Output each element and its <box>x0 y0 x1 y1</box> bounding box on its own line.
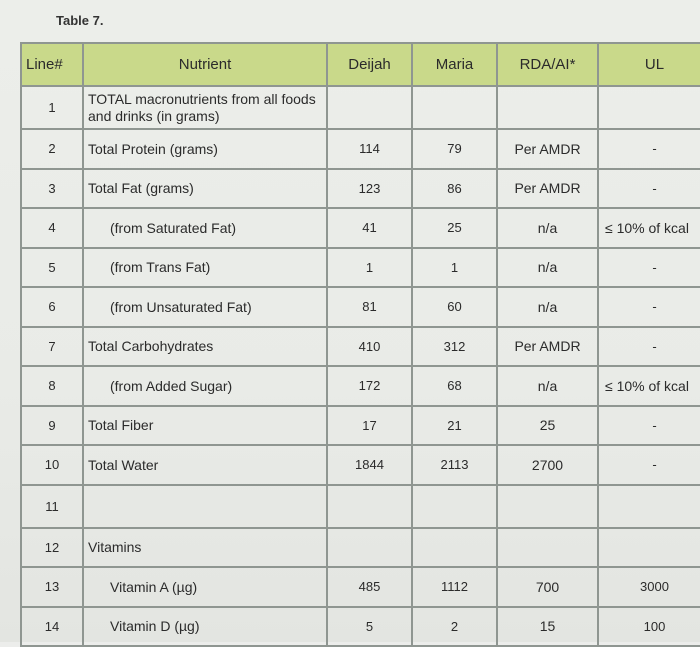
cell-nutrient: TOTAL macronutrients from all foods and drinks (in grams) <box>83 86 327 129</box>
table-row <box>21 248 700 288</box>
cell-maria: 2 <box>412 607 497 647</box>
cell-deijah <box>327 485 412 528</box>
cell-deijah: 1844 <box>327 445 412 485</box>
cell-nutrient: Total Protein (grams) <box>83 129 327 169</box>
cell-maria: 312 <box>412 327 497 367</box>
cell-deijah: 172 <box>327 366 412 406</box>
cell-line: 3 <box>21 169 83 209</box>
cell-ul: - <box>598 287 700 327</box>
cell-rda: 25 <box>497 406 598 446</box>
cell-line: 6 <box>21 287 83 327</box>
cell-rda <box>497 528 598 568</box>
cell-rda: Per AMDR <box>497 169 598 209</box>
cell-ul: 3000 <box>598 567 700 607</box>
cell-ul: - <box>598 406 700 446</box>
header-ul: UL <box>598 43 700 86</box>
header-maria: Maria <box>412 43 497 86</box>
table-row <box>21 86 700 129</box>
header-line: Line# <box>21 43 83 86</box>
table-row <box>21 169 700 209</box>
nutrient-table <box>20 42 700 647</box>
cell-rda: n/a <box>497 208 598 248</box>
cell-deijah: 41 <box>327 208 412 248</box>
table-row <box>21 485 700 528</box>
cell-nutrient: (from Added Sugar) <box>83 366 327 406</box>
cell-nutrient: (from Saturated Fat) <box>83 208 327 248</box>
cell-maria: 79 <box>412 129 497 169</box>
table-row <box>21 208 700 248</box>
cell-rda: n/a <box>497 248 598 288</box>
table-caption: Table 7. <box>56 13 104 28</box>
table-row <box>21 366 700 406</box>
header-nutrient: Nutrient <box>83 43 327 86</box>
table-row <box>21 528 700 568</box>
cell-maria: 86 <box>412 169 497 209</box>
cell-ul <box>598 528 700 568</box>
cell-maria <box>412 86 497 129</box>
cell-maria: 25 <box>412 208 497 248</box>
cell-maria: 1 <box>412 248 497 288</box>
cell-maria <box>412 485 497 528</box>
cell-deijah: 81 <box>327 287 412 327</box>
cell-line: 9 <box>21 406 83 446</box>
cell-rda: 2700 <box>497 445 598 485</box>
cell-ul: - <box>598 169 700 209</box>
cell-line: 11 <box>21 485 83 528</box>
cell-line: 1 <box>21 86 83 129</box>
cell-nutrient: Total Carbohydrates <box>83 327 327 367</box>
cell-line: 12 <box>21 528 83 568</box>
cell-nutrient: Total Water <box>83 445 327 485</box>
header-row <box>21 43 700 86</box>
table-row <box>21 445 700 485</box>
cell-ul: - <box>598 248 700 288</box>
cell-maria: 68 <box>412 366 497 406</box>
cell-deijah <box>327 528 412 568</box>
table-row <box>21 607 700 647</box>
cell-rda: n/a <box>497 287 598 327</box>
cell-ul: - <box>598 129 700 169</box>
cell-rda: 15 <box>497 607 598 647</box>
header-deijah: Deijah <box>327 43 412 86</box>
cell-nutrient: (from Trans Fat) <box>83 248 327 288</box>
header-rda: RDA/AI* <box>497 43 598 86</box>
cell-line: 2 <box>21 129 83 169</box>
cell-deijah: 410 <box>327 327 412 367</box>
cell-maria: 1112 <box>412 567 497 607</box>
cell-line: 4 <box>21 208 83 248</box>
cell-line: 7 <box>21 327 83 367</box>
cell-line: 13 <box>21 567 83 607</box>
cell-rda: Per AMDR <box>497 327 598 367</box>
cell-maria: 2113 <box>412 445 497 485</box>
cell-nutrient: Total Fat (grams) <box>83 169 327 209</box>
cell-ul: - <box>598 445 700 485</box>
cell-deijah: 485 <box>327 567 412 607</box>
cell-maria: 21 <box>412 406 497 446</box>
cell-rda <box>497 485 598 528</box>
cell-ul: - <box>598 327 700 367</box>
table-row <box>21 327 700 367</box>
table-row <box>21 287 700 327</box>
cell-maria: 60 <box>412 287 497 327</box>
cell-nutrient: (from Unsaturated Fat) <box>83 287 327 327</box>
cell-ul: ≤ 10% of kcal <box>598 366 700 406</box>
table-row <box>21 406 700 446</box>
cell-deijah: 1 <box>327 248 412 288</box>
cell-rda: Per AMDR <box>497 129 598 169</box>
cell-deijah: 123 <box>327 169 412 209</box>
cell-nutrient: Vitamin A (µg) <box>83 567 327 607</box>
table-row <box>21 567 700 607</box>
cell-deijah <box>327 86 412 129</box>
cell-ul: 100 <box>598 607 700 647</box>
cell-rda: 700 <box>497 567 598 607</box>
cell-deijah: 17 <box>327 406 412 446</box>
table-row <box>21 129 700 169</box>
cell-deijah: 5 <box>327 607 412 647</box>
cell-nutrient: Total Fiber <box>83 406 327 446</box>
cell-line: 5 <box>21 248 83 288</box>
cell-line: 10 <box>21 445 83 485</box>
cell-ul <box>598 86 700 129</box>
cell-line: 14 <box>21 607 83 647</box>
cell-maria <box>412 528 497 568</box>
cell-nutrient: Vitamin D (µg) <box>83 607 327 647</box>
cell-deijah: 114 <box>327 129 412 169</box>
cell-ul: ≤ 10% of kcal <box>598 208 700 248</box>
cell-rda <box>497 86 598 129</box>
cell-ul <box>598 485 700 528</box>
cell-line: 8 <box>21 366 83 406</box>
cell-rda: n/a <box>497 366 598 406</box>
cell-nutrient: Vitamins <box>83 528 327 568</box>
cell-nutrient <box>83 485 327 528</box>
